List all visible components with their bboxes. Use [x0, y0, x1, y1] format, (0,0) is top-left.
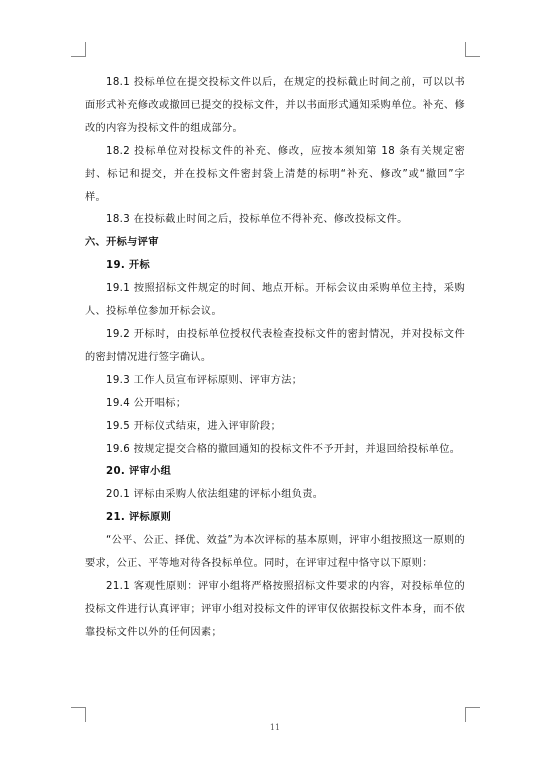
paragraph-19-5: 19.5 开标仪式结束，进入评审阶段； [106, 420, 282, 432]
paragraph-18-1: 18.1 投标单位在提交投标文件以后，在规定的投标截止时间之前，可以以书面形式补充修改或撤回已提交的投标文件，并以书面形式通知采购单位。补充、修改的内容为投标文件的组成部分。 [85, 77, 465, 134]
corner-mark-top-right [465, 42, 480, 57]
subheading-20-review-group: 20. 评审小组 [106, 466, 172, 478]
paragraph-21-1: 21.1 客观性原则：评审小组将严格按照招标文件要求的内容，对投标单位的投标文件进行认真评审；评审小组对投标文件的评审仅依据投标文件本身，而不依靠投标文件以外的任何因素； [85, 580, 465, 638]
document-body [85, 72, 465, 645]
subheading-19-opening: 19. 开标 [106, 260, 151, 272]
paragraph-19-4: 19.4 公开唱标； [106, 397, 187, 409]
paragraph-19-3: 19.3 工作人员宣布评标原则、评审方法； [106, 374, 303, 386]
corner-mark-top-left [71, 42, 86, 57]
corner-mark-bottom-left [71, 707, 86, 722]
section-heading-opening-review: 六、开标与评审 [85, 237, 159, 249]
page-number: 11 [269, 723, 281, 732]
paragraph-21-intro: “公平、公正、择优、效益”为本次评标的基本原则，评审小组按照这一原则的要求，公正、平等地对待各投标单位。同时，在评审过程中恪守以下原则： [85, 535, 465, 570]
paragraph-19-6: 19.6 按规定提交合格的撤回通知的投标文件不予开封，并退回给投标单位。 [106, 443, 461, 455]
corner-mark-bottom-right [465, 707, 480, 722]
paragraph-19-2: 19.2 开标时，由投标单位授权代表检查投标文件的密封情况，并对投标文件的密封情况进行签字确认。 [85, 328, 465, 363]
paragraph-20-1: 20.1 评标由采购人依法组建的评标小组负责。 [106, 489, 324, 501]
paragraph-19-1: 19.1 按照招标文件规定的时间、地点开标。开标会议由采购单位主持，采购人、投标单位参加开标会议。 [85, 283, 465, 318]
subheading-21-review-principles: 21. 评标原则 [106, 512, 172, 524]
paragraph-18-2: 18.2 投标单位对投标文件的补充、修改，应按本须知第 18 条有关规定密封、标记和提交，并在投标文件密封袋上清楚的标明“补充、修改”或“撤回”字样。 [85, 145, 465, 203]
paragraph-18-3: 18.3 在投标截止时间之后，投标单位不得补充、修改投标文件。 [106, 214, 408, 226]
